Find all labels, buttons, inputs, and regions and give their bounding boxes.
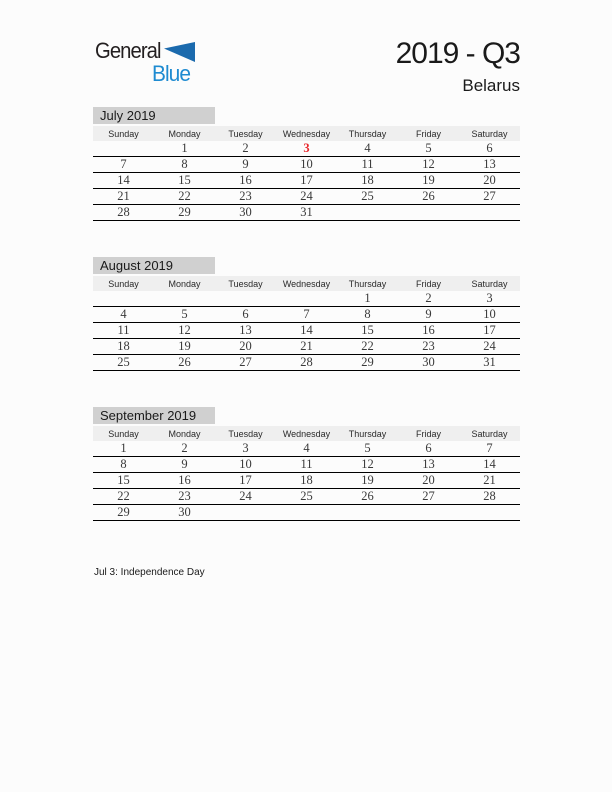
day-cell: 14 bbox=[459, 457, 520, 473]
month-section-september bbox=[93, 407, 520, 521]
day-cell: 23 bbox=[215, 189, 276, 205]
weekday-header-cell: Thursday bbox=[337, 426, 398, 441]
day-cell: 30 bbox=[398, 355, 459, 371]
day-cell: 27 bbox=[459, 189, 520, 205]
empty-day-cell bbox=[337, 505, 398, 521]
day-cell: 17 bbox=[276, 173, 337, 189]
quarter-title: 2019 - Q3 bbox=[395, 37, 520, 70]
week-row bbox=[93, 339, 520, 355]
day-cell: 21 bbox=[276, 339, 337, 355]
week-row bbox=[93, 205, 520, 221]
day-cell: 25 bbox=[276, 489, 337, 505]
day-cell: 26 bbox=[398, 189, 459, 205]
weekday-header-cell: Wednesday bbox=[276, 426, 337, 441]
week-row bbox=[93, 505, 520, 521]
day-cell: 21 bbox=[459, 473, 520, 489]
day-cell: 1 bbox=[93, 441, 154, 457]
day-cell: 5 bbox=[154, 307, 215, 323]
weekday-header-cell: Thursday bbox=[337, 126, 398, 141]
day-cell: 28 bbox=[459, 489, 520, 505]
day-cell: 24 bbox=[459, 339, 520, 355]
day-cell: 13 bbox=[459, 157, 520, 173]
empty-day-cell bbox=[154, 291, 215, 307]
weekday-header-cell: Saturday bbox=[459, 126, 520, 141]
day-cell: 8 bbox=[154, 157, 215, 173]
week-row bbox=[93, 473, 520, 489]
day-cell: 16 bbox=[215, 173, 276, 189]
day-cell: 1 bbox=[337, 291, 398, 307]
day-cell: 15 bbox=[337, 323, 398, 339]
day-cell: 30 bbox=[154, 505, 215, 521]
holiday-day-cell: 3 bbox=[276, 141, 337, 157]
week-row bbox=[93, 441, 520, 457]
day-cell: 8 bbox=[93, 457, 154, 473]
weekday-header-cell: Tuesday bbox=[215, 276, 276, 291]
day-cell: 22 bbox=[93, 489, 154, 505]
day-cell: 11 bbox=[337, 157, 398, 173]
weekday-header-cell: Saturday bbox=[459, 276, 520, 291]
day-cell: 20 bbox=[215, 339, 276, 355]
weekday-header-cell: Sunday bbox=[93, 426, 154, 441]
empty-day-cell bbox=[215, 505, 276, 521]
weekday-header-row bbox=[93, 126, 520, 141]
empty-day-cell bbox=[459, 505, 520, 521]
weekday-header-cell: Monday bbox=[154, 426, 215, 441]
logo-general-text: General bbox=[95, 38, 161, 63]
week-row bbox=[93, 355, 520, 371]
day-cell: 2 bbox=[398, 291, 459, 307]
day-cell: 9 bbox=[398, 307, 459, 323]
month-title: August 2019 bbox=[93, 257, 215, 274]
day-cell: 28 bbox=[93, 205, 154, 221]
day-cell: 14 bbox=[276, 323, 337, 339]
empty-day-cell bbox=[276, 505, 337, 521]
empty-day-cell bbox=[398, 505, 459, 521]
day-cell: 30 bbox=[215, 205, 276, 221]
day-cell: 21 bbox=[93, 189, 154, 205]
day-cell: 5 bbox=[337, 441, 398, 457]
day-cell: 18 bbox=[93, 339, 154, 355]
week-row bbox=[93, 173, 520, 189]
weekday-header-cell: Tuesday bbox=[215, 426, 276, 441]
day-cell: 22 bbox=[337, 339, 398, 355]
week-row bbox=[93, 141, 520, 157]
day-cell: 10 bbox=[459, 307, 520, 323]
week-row bbox=[93, 157, 520, 173]
day-cell: 31 bbox=[276, 205, 337, 221]
day-cell: 28 bbox=[276, 355, 337, 371]
week-row bbox=[93, 307, 520, 323]
day-cell: 4 bbox=[337, 141, 398, 157]
weekday-header-cell: Tuesday bbox=[215, 126, 276, 141]
day-cell: 23 bbox=[398, 339, 459, 355]
weekday-header-cell: Friday bbox=[398, 426, 459, 441]
day-cell: 15 bbox=[93, 473, 154, 489]
weekday-header-cell: Thursday bbox=[337, 276, 398, 291]
day-cell: 7 bbox=[93, 157, 154, 173]
weekday-header-cell: Sunday bbox=[93, 126, 154, 141]
day-cell: 24 bbox=[276, 189, 337, 205]
country-subtitle: Belarus bbox=[462, 76, 520, 95]
week-row bbox=[93, 189, 520, 205]
day-cell: 20 bbox=[459, 173, 520, 189]
weekday-header-cell: Monday bbox=[154, 276, 215, 291]
day-cell: 14 bbox=[93, 173, 154, 189]
weekday-header-cell: Monday bbox=[154, 126, 215, 141]
month-title: September 2019 bbox=[93, 407, 215, 424]
day-cell: 10 bbox=[276, 157, 337, 173]
day-cell: 11 bbox=[276, 457, 337, 473]
day-cell: 10 bbox=[215, 457, 276, 473]
day-cell: 15 bbox=[154, 173, 215, 189]
day-cell: 18 bbox=[337, 173, 398, 189]
day-cell: 16 bbox=[154, 473, 215, 489]
week-row bbox=[93, 291, 520, 307]
weekday-header-cell: Friday bbox=[398, 126, 459, 141]
day-cell: 25 bbox=[93, 355, 154, 371]
day-cell: 9 bbox=[215, 157, 276, 173]
weekday-header-cell: Wednesday bbox=[276, 276, 337, 291]
day-cell: 26 bbox=[337, 489, 398, 505]
day-cell: 5 bbox=[398, 141, 459, 157]
month-section-july bbox=[93, 107, 520, 221]
day-cell: 25 bbox=[337, 189, 398, 205]
day-cell: 7 bbox=[276, 307, 337, 323]
day-cell: 26 bbox=[154, 355, 215, 371]
weekday-header-row bbox=[93, 276, 520, 291]
empty-day-cell bbox=[93, 291, 154, 307]
day-cell: 7 bbox=[459, 441, 520, 457]
day-cell: 17 bbox=[459, 323, 520, 339]
day-cell: 3 bbox=[459, 291, 520, 307]
day-cell: 27 bbox=[398, 489, 459, 505]
day-cell: 19 bbox=[398, 173, 459, 189]
month-calendar bbox=[93, 126, 520, 221]
month-title: July 2019 bbox=[93, 107, 215, 124]
empty-day-cell bbox=[215, 291, 276, 307]
day-cell: 16 bbox=[398, 323, 459, 339]
day-cell: 12 bbox=[398, 157, 459, 173]
day-cell: 2 bbox=[215, 141, 276, 157]
day-cell: 29 bbox=[154, 205, 215, 221]
day-cell: 12 bbox=[337, 457, 398, 473]
day-cell: 6 bbox=[459, 141, 520, 157]
day-cell: 13 bbox=[398, 457, 459, 473]
day-cell: 29 bbox=[93, 505, 154, 521]
empty-day-cell bbox=[337, 205, 398, 221]
day-cell: 1 bbox=[154, 141, 215, 157]
week-row bbox=[93, 457, 520, 473]
day-cell: 3 bbox=[215, 441, 276, 457]
day-cell: 23 bbox=[154, 489, 215, 505]
day-cell: 2 bbox=[154, 441, 215, 457]
day-cell: 27 bbox=[215, 355, 276, 371]
general-blue-logo bbox=[95, 40, 195, 85]
week-row bbox=[93, 489, 520, 505]
weekday-header-row bbox=[93, 426, 520, 441]
day-cell: 18 bbox=[276, 473, 337, 489]
day-cell: 22 bbox=[154, 189, 215, 205]
day-cell: 13 bbox=[215, 323, 276, 339]
day-cell: 8 bbox=[337, 307, 398, 323]
weekday-header-cell: Wednesday bbox=[276, 126, 337, 141]
day-cell: 24 bbox=[215, 489, 276, 505]
month-calendar bbox=[93, 426, 520, 521]
day-cell: 11 bbox=[93, 323, 154, 339]
day-cell: 17 bbox=[215, 473, 276, 489]
day-cell: 29 bbox=[337, 355, 398, 371]
title-block bbox=[396, 39, 520, 94]
empty-day-cell bbox=[276, 291, 337, 307]
day-cell: 6 bbox=[215, 307, 276, 323]
day-cell: 12 bbox=[154, 323, 215, 339]
weekday-header-cell: Saturday bbox=[459, 426, 520, 441]
empty-day-cell bbox=[398, 205, 459, 221]
empty-day-cell bbox=[459, 205, 520, 221]
day-cell: 9 bbox=[154, 457, 215, 473]
day-cell: 20 bbox=[398, 473, 459, 489]
week-row bbox=[93, 323, 520, 339]
day-cell: 19 bbox=[154, 339, 215, 355]
day-cell: 6 bbox=[398, 441, 459, 457]
empty-day-cell bbox=[93, 141, 154, 157]
weekday-header-cell: Sunday bbox=[93, 276, 154, 291]
day-cell: 4 bbox=[93, 307, 154, 323]
month-calendar bbox=[93, 276, 520, 371]
weekday-header-cell: Friday bbox=[398, 276, 459, 291]
day-cell: 4 bbox=[276, 441, 337, 457]
month-section-august bbox=[93, 257, 520, 371]
logo-blue-text: Blue bbox=[152, 61, 191, 86]
day-cell: 31 bbox=[459, 355, 520, 371]
day-cell: 19 bbox=[337, 473, 398, 489]
holiday-footnote: Jul 3: Independence Day bbox=[94, 567, 205, 578]
